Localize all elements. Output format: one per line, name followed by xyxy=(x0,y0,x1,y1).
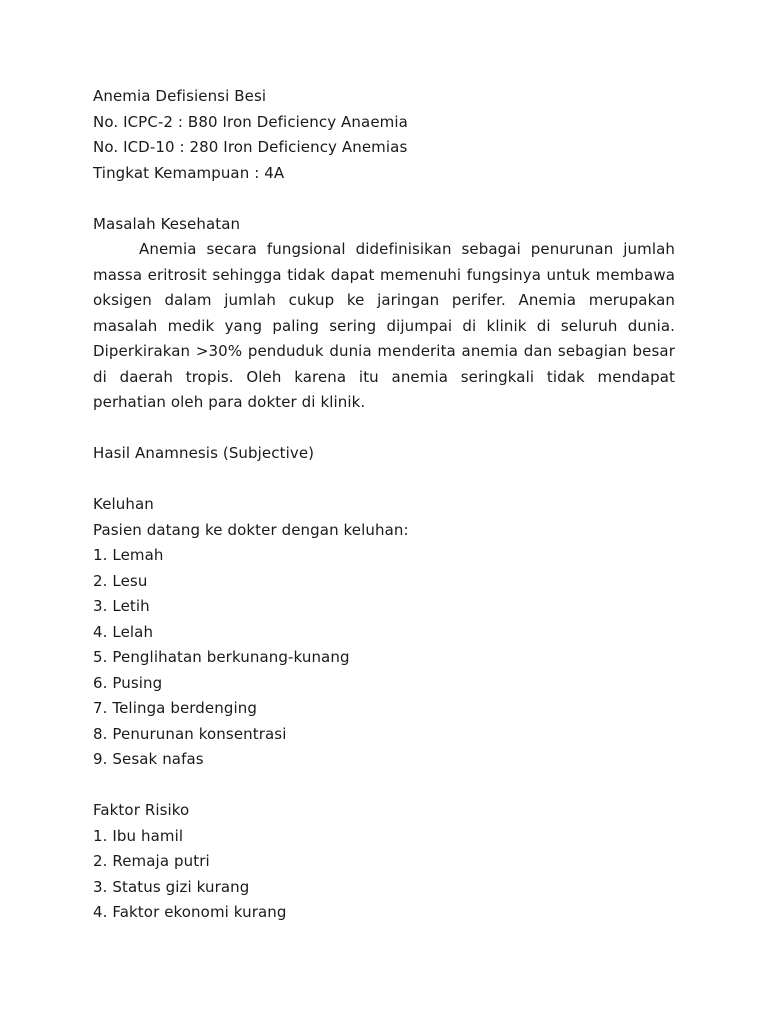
competency-level: Tingkat Kemampuan : 4A xyxy=(93,163,285,182)
list-item: 2. Lesu xyxy=(93,571,148,590)
list-item: 5. Penglihatan berkunang-kunang xyxy=(93,648,350,666)
list-item: 3. Letih xyxy=(93,597,150,615)
section-heading-faktor: Faktor Risiko xyxy=(93,801,190,819)
list-item: 1. Ibu hamil xyxy=(93,826,184,845)
list-item: 1. Lemah xyxy=(93,546,164,564)
spacer xyxy=(93,773,675,799)
section-heading-hasil: Hasil Anamnesis (Subjective) xyxy=(93,444,315,462)
section-heading-keluhan: Keluhan xyxy=(93,495,154,513)
document-content xyxy=(93,84,675,926)
keluhan-list xyxy=(93,543,675,773)
spacer xyxy=(93,416,675,442)
list-item: 4. Lelah xyxy=(93,622,154,641)
faktor-list xyxy=(93,824,675,926)
document-title: Anemia Defisiensi Besi xyxy=(93,87,267,105)
list-item: 8. Penurunan konsentrasi xyxy=(93,724,287,743)
spacer xyxy=(93,186,675,212)
icpc-code: No. ICPC-2 : B80 Iron Deficiency Anaemia xyxy=(93,112,408,131)
keluhan-intro: Pasien datang ke dokter dengan keluhan: xyxy=(93,520,409,539)
masalah-paragraph: Anemia secara fungsional didefinisikan sebagai penurunan jumlah massa eritrosit sehingga tidak dapat memenuhi fungsinya untuk membawa oksigen dalam jumlah cukup ke jaringan perifer. Anemia merupakan masalah medik yang paling sering dijumpai di klinik di seluruh dunia. Diperkirakan >30% penduduk dunia menderita anemia dan sebagian besar di daerah tropis. Oleh karena itu anemia seringkali tidak mendapat perhatian oleh para dokter di klinik. xyxy=(93,240,675,411)
list-item: 2. Remaja putri xyxy=(93,852,210,870)
list-item: 4. Faktor ekonomi kurang xyxy=(93,903,287,921)
list-item: 3. Status gizi kurang xyxy=(93,877,250,896)
spacer xyxy=(93,467,675,493)
list-item: 9. Sesak nafas xyxy=(93,750,204,768)
list-item: 7. Telinga berdenging xyxy=(93,699,257,717)
section-heading-masalah: Masalah Kesehatan xyxy=(93,214,241,233)
icd-code: No. ICD-10 : 280 Iron Deficiency Anemias xyxy=(93,138,408,156)
list-item: 6. Pusing xyxy=(93,673,163,692)
